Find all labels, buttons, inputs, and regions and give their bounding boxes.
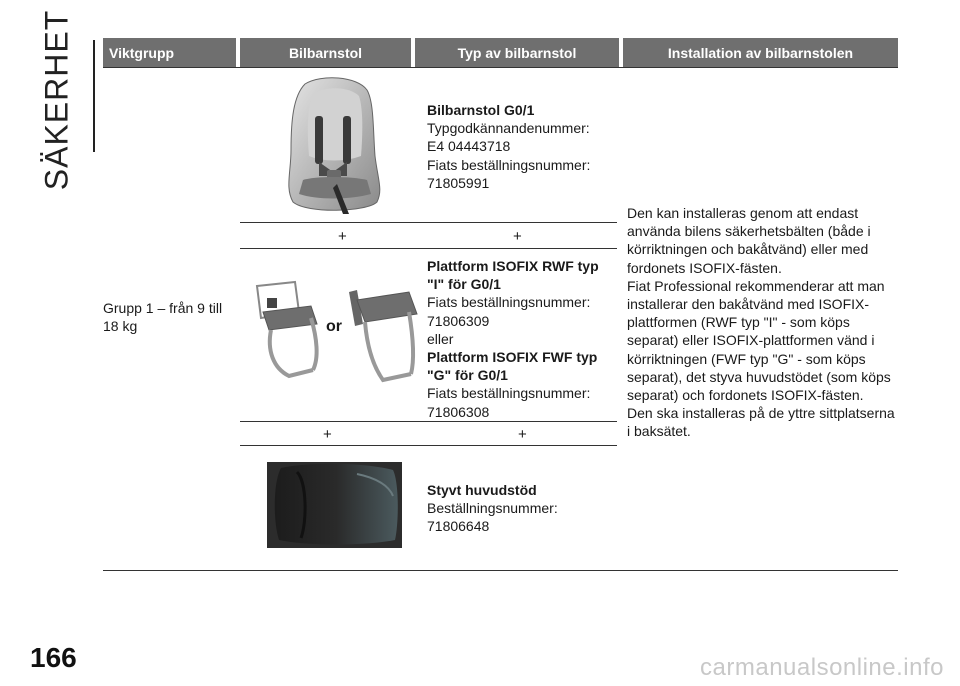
weight-group-text: Grupp 1 – från 9 till 18 kg [103, 300, 223, 335]
row-rule [240, 445, 617, 446]
seat-g01-line: 71805991 [427, 174, 490, 191]
rigid-headrest-image [267, 462, 402, 548]
fwf-line: 71806308 [427, 403, 490, 420]
or-label: or [326, 318, 342, 335]
row-rule [240, 222, 617, 223]
fwf-name: "G" för G0/1 [427, 367, 508, 384]
installation-line: Den kan installeras genom att endast [627, 205, 859, 221]
installation-line: använda bilens säkerhetsbälten (både i [627, 223, 871, 240]
table-bottom-rule [103, 570, 898, 571]
header-child-seat: Bilbarnstol [240, 38, 411, 67]
seat-g01-line: Fiats beställningsnummer: [427, 156, 591, 173]
plus-sign: + [323, 426, 332, 443]
plus-sign: + [518, 426, 527, 443]
seat-g01-description [427, 101, 617, 192]
seat-g01-line: Typgodkännandenummer: [427, 120, 590, 137]
section-tab [0, 0, 94, 686]
section-divider [93, 40, 95, 152]
rwf-line: eller [427, 330, 454, 347]
headrest-line: 71806648 [427, 518, 490, 535]
seat-g01-line: E4 04443718 [427, 138, 511, 155]
installation-line: Den ska installeras på de yttre sittplatserna [627, 405, 895, 422]
headrest-description [427, 481, 617, 536]
rwf-name: Plattform ISOFIX RWF typ [427, 258, 599, 274]
isofix-rwf-platform-image [247, 278, 325, 382]
section-title: SÄKERHET [38, 9, 75, 191]
installation-line: körriktningen (FWF typ "G" - som köps [627, 350, 866, 367]
platform-description [427, 257, 617, 421]
child-seat-g01-image [279, 76, 390, 216]
header-installation: Installation av bilbarnstolen [623, 38, 898, 67]
installation-line: fordonets ISOFIX-fästen. [627, 259, 782, 276]
row-rule [240, 248, 617, 249]
table-header-row [103, 38, 898, 67]
installation-line: Fiat Professional rekommenderar att man [627, 277, 885, 294]
row-rule [240, 421, 617, 422]
watermark: carmanualsonline.info [700, 654, 944, 681]
fwf-name: Plattform ISOFIX FWF typ [427, 349, 598, 366]
header-rule [103, 67, 898, 68]
installation-text [627, 204, 899, 441]
installation-line: installerar den bakåtvänd med ISOFIX- [627, 296, 870, 313]
installation-line: separat), det styva huvudstödet (som köps [627, 368, 891, 385]
rwf-line: Fiats beställningsnummer: [427, 294, 591, 311]
rwf-name: "I" för G0/1 [427, 276, 501, 293]
seat-g01-name: Bilbarnstol G0/1 [427, 102, 535, 118]
fwf-line: Fiats beställningsnummer: [427, 385, 591, 402]
installation-line: separat) och fordonets ISOFIX-fästen. [627, 387, 864, 404]
isofix-fwf-platform-image [343, 280, 423, 388]
plus-sign: + [513, 228, 522, 245]
header-weight-group: Viktgrupp [103, 38, 236, 67]
installation-line: separat) eller ISOFIX-plattformen vänd i [627, 332, 875, 349]
header-seat-type: Typ av bilbarnstol [415, 38, 619, 67]
page-number: 166 [30, 642, 77, 673]
plus-sign: + [338, 228, 347, 245]
rwf-line: 71806309 [427, 312, 490, 329]
installation-line: körriktningen och bakåtvänd) eller med [627, 241, 869, 258]
installation-line: i baksätet. [627, 423, 691, 440]
headrest-name: Styvt huvudstöd [427, 482, 537, 498]
installation-line: plattformen (RWF typ "I" - som köps [627, 314, 850, 331]
headrest-line: Beställningsnummer: [427, 500, 558, 517]
